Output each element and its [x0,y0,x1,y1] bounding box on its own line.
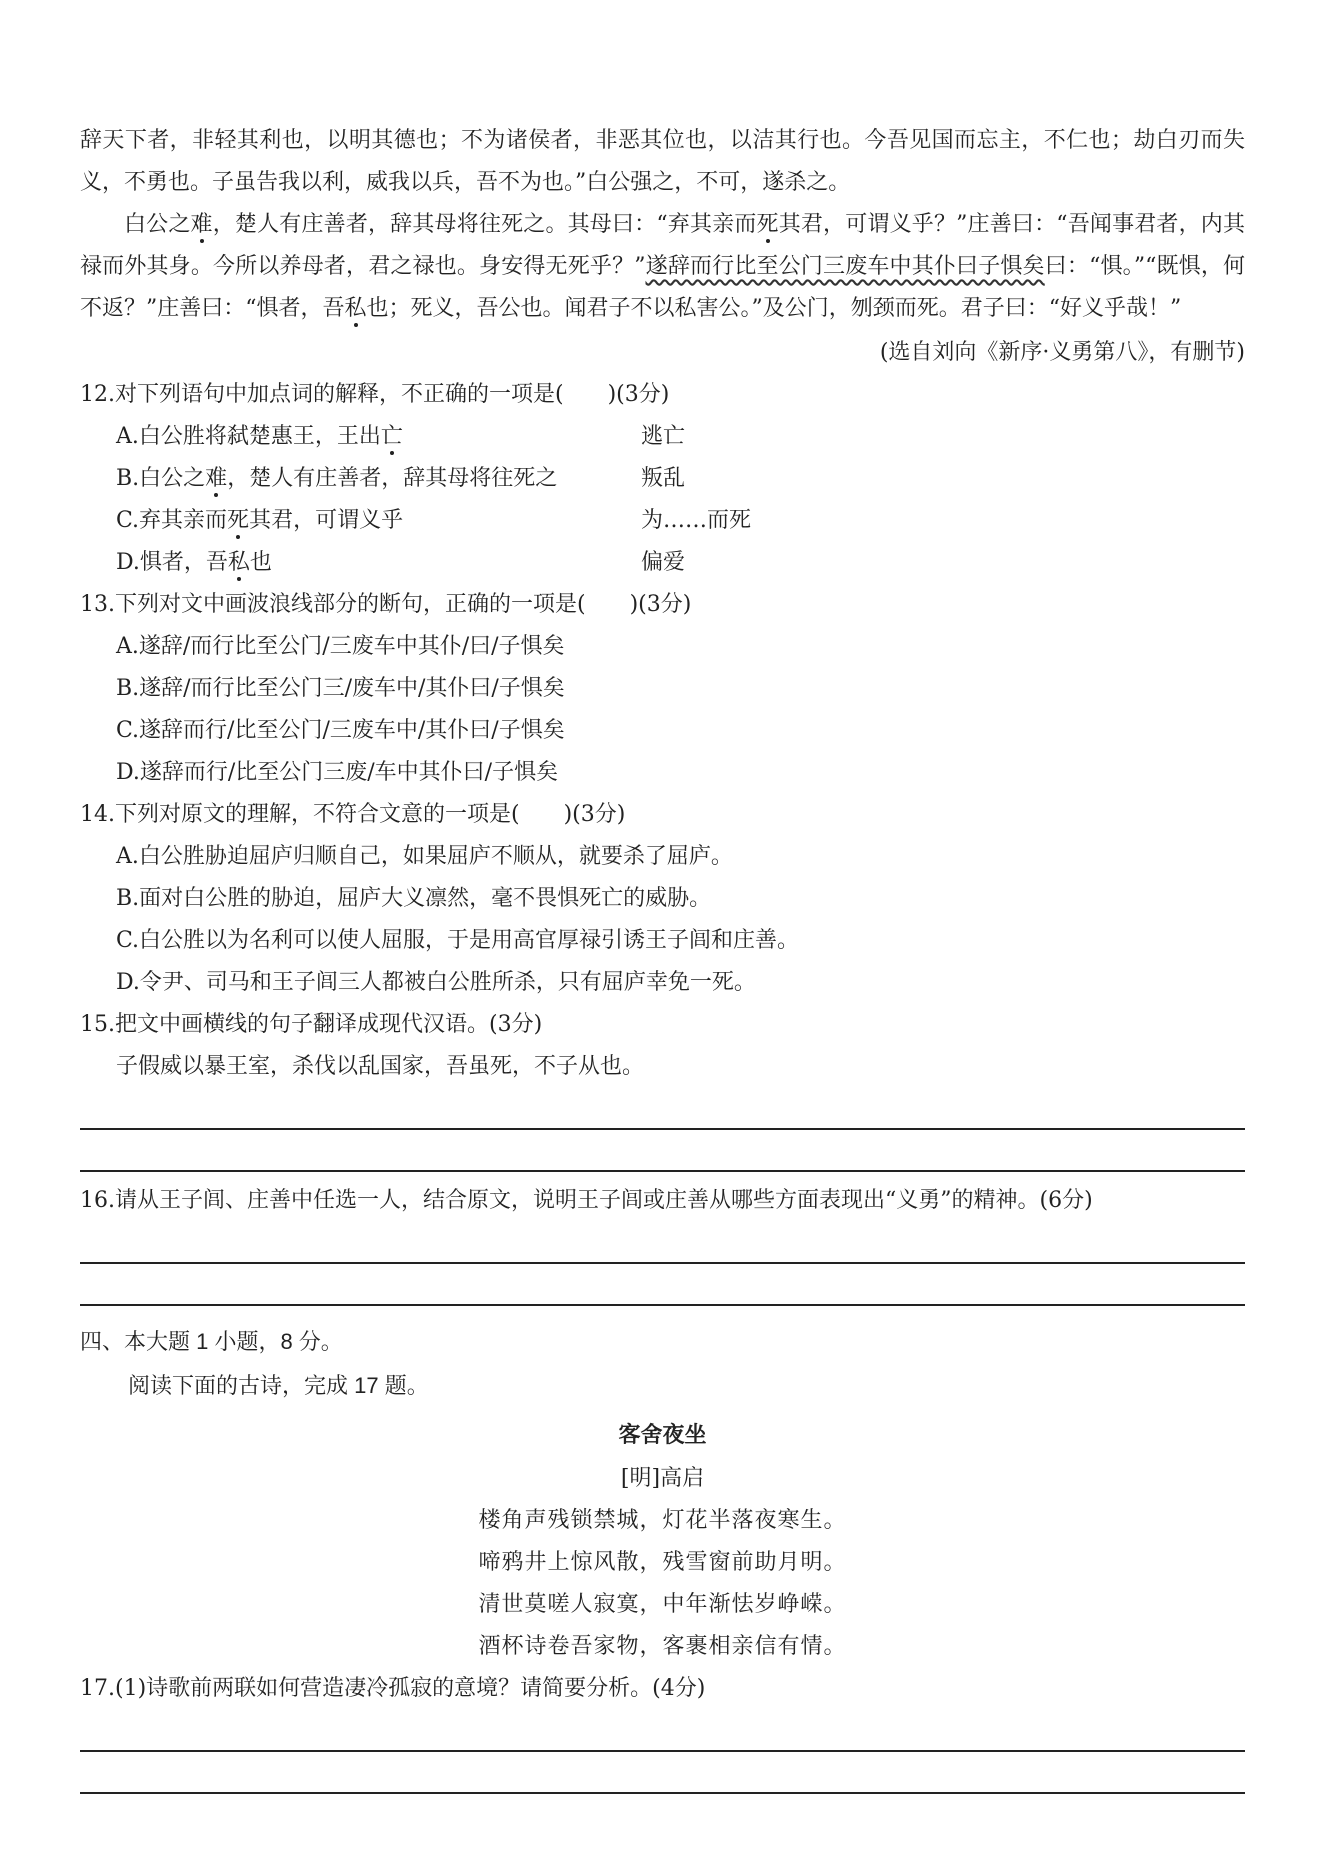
passage-source: (选自刘向《新序·义勇第八》，有删节) [879,340,1245,365]
section-instruction: 阅读下面的古诗，完成 17 题。 [128,1373,429,1398]
answer-line[interactable] [80,1752,1245,1794]
question-stem: 13.下列对文中画波浪线部分的断句，正确的一项是( )(3分) [80,592,692,617]
question-stem: 17.(1)诗歌前两联如何营造凄冷孤寂的意境？请简要分析。(4分) [80,1676,706,1701]
option-explanation: 逃亡 [641,424,686,449]
poem-line: 清世莫嗟人寂寞，中年渐怯岁峥嵘。 [478,1592,847,1617]
option-explanation: 偏爱 [641,550,686,575]
poem-line: 楼角声残锁禁城，灯花半落夜寒生。 [478,1508,847,1533]
exam-page [80,120,1245,1794]
question-12 [80,374,1245,584]
wavy-underlined-sentence: 遂辞而行比至公门三废车中其仆曰子惧矣 [645,254,1045,279]
passage-text: 白公之 [124,212,191,237]
option-b[interactable]: B.面对白公胜的胁迫，屈庐大义凛然，毫不畏惧死亡的威胁。 [116,886,712,911]
section-heading: 四、本大题 1 小题，8 分。 [80,1329,343,1354]
dotted-word: 亡 [380,424,403,449]
option-text: 其君，可谓义乎 [249,508,404,533]
option-text: C.弃其亲而 [116,508,228,533]
dotted-word: 死 [227,508,250,533]
option-a[interactable]: A.白公胜胁迫屈庐归顺自己，如果屈庐不顺从，就要杀了屈庐。 [116,844,733,869]
option-text: D.惧者，吾 [116,550,228,575]
option-d[interactable]: D.令尹、司马和王子闾三人都被白公胜所杀，只有屈庐幸免一死。 [116,970,756,995]
poem-title: 客舍夜坐 [618,1422,707,1447]
question-16 [80,1180,1245,1306]
question-stem: 14.下列对原文的理解，不符合文意的一项是( )(3分) [80,802,626,827]
question-15 [80,1004,1245,1172]
passage-text: 辞天下者，非轻其利也，以明其德也；不为诸侯者，非恶其位也，以洁其行也。今吾见国而忘主，不仁也；劫白刃而失义，不勇也。子虽告我以利，威我以兵，吾不为也。”白公强之，不可，遂杀之。 [80,128,1245,195]
poem-author: [明]高启 [620,1466,705,1491]
passage-text: ，楚人有庄善者，辞其母将往死之。其母曰：“弃其亲而 [212,212,757,237]
option-text: A.白公胜将弑楚惠王，王出 [116,424,381,449]
answer-line[interactable] [80,1088,1245,1130]
option-explanation: 为……而死 [641,508,752,533]
dotted-word: 死 [756,212,779,237]
question-14 [80,794,1245,1004]
passage-paragraph-2 [80,204,1245,330]
answer-line[interactable] [80,1130,1245,1172]
question-stem: 15.把文中画横线的句子翻译成现代汉语。(3分) [80,1012,543,1037]
dotted-word: 私 [344,296,367,321]
passage-text: 也；死义，吾公也。闻君子不以私害公。”及公门，刎颈而死。君子曰：“好义乎哉！” [366,296,1182,321]
option-c[interactable]: C.白公胜以为名利可以使人屈服，于是用高官厚禄引诱王子闾和庄善。 [116,928,800,953]
answer-line[interactable] [80,1264,1245,1306]
option-a[interactable] [80,416,1245,458]
question-stem: 12.对下列语句中加点词的解释，不正确的一项是( )(3分) [80,382,670,407]
poem-line: 啼鸦井上惊风散，残雪窗前助月明。 [478,1550,847,1575]
dotted-word: 难 [205,466,228,491]
dotted-word: 私 [227,550,250,575]
translation-sentence: 子假威以暴王室，杀伐以乱国家，吾虽死，不子从也。 [116,1054,645,1079]
option-text: 也 [249,550,272,575]
option-b[interactable]: B.遂辞/而行比至公门三/废车中/其仆曰/子惧矣 [116,676,565,701]
dotted-word: 难 [190,212,213,237]
answer-line[interactable] [80,1710,1245,1752]
option-text: ，楚人有庄善者，辞其母将往死之 [227,466,558,491]
question-17 [80,1668,1245,1794]
option-b[interactable] [80,458,1245,500]
passage-paragraph-1 [80,120,1245,204]
option-c[interactable] [80,500,1245,542]
passage-text: 曰：“惧。”“既惧，何不返？”庄善曰：“惧者，吾 [80,254,1246,321]
question-13 [80,584,1245,794]
answer-line[interactable] [80,1222,1245,1264]
option-a[interactable]: A.遂辞/而行比至公门/三废车中其仆/曰/子惧矣 [116,634,565,659]
poem-line: 酒杯诗卷吾家物，客裹相亲信有情。 [478,1634,847,1659]
option-text: B.白公之 [116,466,206,491]
option-c[interactable]: C.遂辞而行/比至公门/三废车中/其仆曰/子惧矣 [116,718,565,743]
passage-text: 其君，可谓义乎？”庄善曰：“吾闻事君者，内其禄而外其身。今所以养母者，君之禄也。身安得无死乎？” [80,212,1245,279]
option-d[interactable]: D.遂辞而行/比至公门三废/车中其仆曰/子惧矣 [116,760,559,785]
question-stem: 16.请从王子闾、庄善中任选一人，结合原文，说明王子闾或庄善从哪些方面表现出“义勇”的精神。(6分) [80,1188,1093,1213]
option-explanation: 叛乱 [641,466,686,491]
option-d[interactable] [80,542,1245,584]
